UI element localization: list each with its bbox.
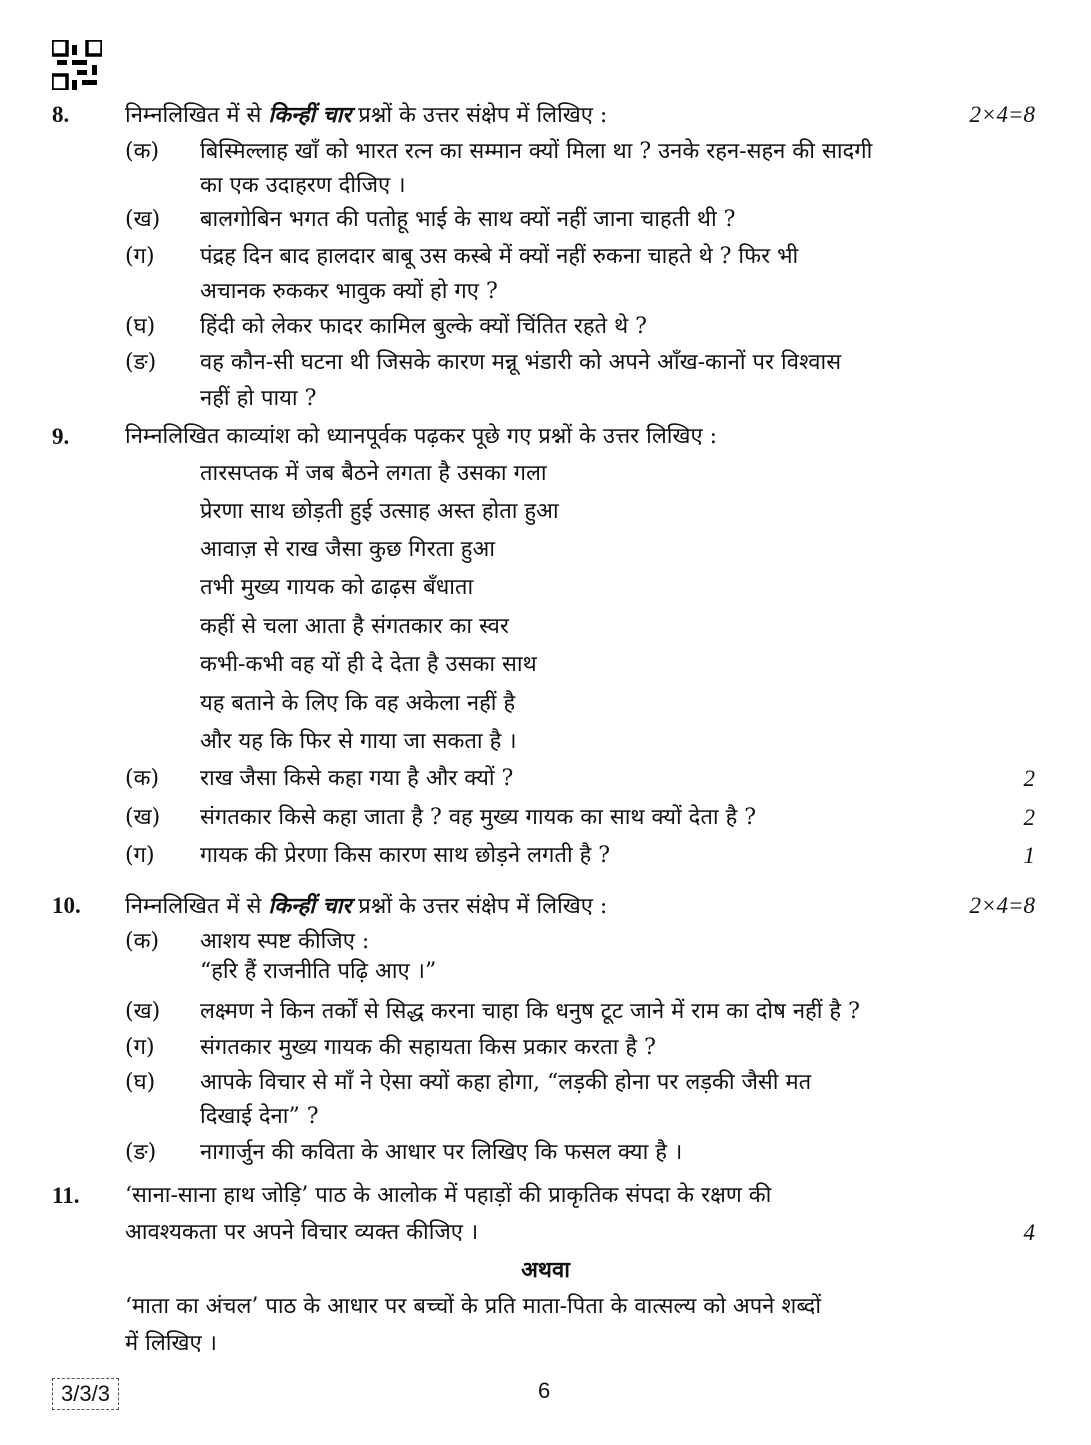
question-8-prompt — [125, 101, 607, 130]
sub-question-text: बालगोबिन भगत की पतोहू भाई के साथ क्यों नहीं जाना चाहती थी ? — [200, 207, 736, 232]
poem-line: तभी मुख्य गायक को ढाढ़स बँधाता — [200, 575, 474, 600]
sub-label: (ङ) — [125, 1140, 157, 1165]
sub-question-text: लक्ष्मण ने किन तर्कों से सिद्ध करना चाहा कि धनुष टूट जाने में राम का दोष नहीं है ? — [200, 999, 860, 1024]
sub-question-text: गायक की प्रेरणा किस कारण साथ छोड़ने लगती है ? — [200, 843, 611, 868]
alternate-question-text: में लिखिए । — [125, 1331, 217, 1356]
sub-label: (ख) — [125, 207, 161, 232]
sub-question-text: नागार्जुन की कविता के आधार पर लिखिए कि फसल क्या है । — [200, 1140, 683, 1165]
quote-text: “हरि हैं राजनीति पढ़ि आए ।” — [200, 959, 437, 984]
sub-label: (ग) — [125, 244, 155, 269]
marks: 2×4=8 — [969, 893, 1035, 918]
sub-question-text: वह कौन-सी घटना थी जिसके कारण मन्नू भंडारी को अपने आँख-कानों पर विश्वास — [200, 350, 842, 375]
qr-code — [52, 40, 102, 90]
sub-question-text: संगतकार मुख्य गायक की सहायता किस प्रकार करता है ? — [200, 1035, 656, 1060]
question-11-text: आवश्यकता पर अपने विचार व्यक्त कीजिए । — [125, 1220, 479, 1245]
sub-question-text: संगतकार किसे कहा जाता है ? वह मुख्य गायक का साथ क्यों देता है ? — [200, 805, 757, 830]
poem-line: आवाज़ से राख जैसा कुछ गिरता हुआ — [200, 537, 495, 562]
paper-code: 3/3/3 — [52, 1378, 119, 1410]
prompt-text: प्रश्नों के उत्तर संक्षेप में लिखिए : — [351, 894, 608, 919]
sub-label: (क) — [125, 139, 160, 164]
prompt-text: प्रश्नों के उत्तर संक्षेप में लिखिए : — [351, 103, 608, 128]
prompt-emphasis: किन्हीं चार — [268, 102, 352, 128]
sub-question-text: का एक उदाहरण दीजिए । — [200, 173, 406, 198]
page-number: 6 — [538, 1378, 551, 1403]
poem-line: तारसप्तक में जब बैठने लगता है उसका गला — [200, 461, 547, 486]
question-number: 11. — [52, 1183, 80, 1208]
prompt-text: निम्नलिखित में से — [125, 894, 269, 919]
question-10-prompt — [125, 892, 607, 921]
sub-label: (क) — [125, 766, 160, 791]
alternate-question-text: ‘माता का अंचल’ पाठ के आधार पर बच्चों के प्रति माता-पिता के वात्सल्य को अपने शब्दों — [125, 1294, 822, 1319]
prompt-emphasis: किन्हीं चार — [268, 893, 352, 919]
poem-line: कभी-कभी वह यों ही दे देता है उसका साथ — [200, 652, 537, 677]
sub-label: (ङ) — [125, 350, 157, 375]
sub-label: (ख) — [125, 805, 161, 830]
marks: 2 — [1023, 805, 1035, 830]
sub-question-text: हिंदी को लेकर फादर कामिल बुल्के क्यों चिंतित रहते थे ? — [200, 314, 647, 339]
sub-label: (ख) — [125, 999, 161, 1024]
sub-question-text: नहीं हो पाया ? — [200, 386, 317, 411]
poem-line: प्रेरणा साथ छोड़ती हुई उत्साह अस्त होता हुआ — [200, 499, 559, 524]
sub-label: (घ) — [125, 314, 156, 339]
question-number: 10. — [52, 893, 81, 918]
prompt-text: निम्नलिखित में से — [125, 103, 269, 128]
poem-line: यह बताने के लिए कि वह अकेला नहीं है — [200, 691, 516, 716]
sub-question-text: बिस्मिल्लाह खाँ को भारत रत्न का सम्मान क्यों मिला था ? उनके रहन-सहन की सादगी — [200, 139, 873, 164]
sub-label: (घ) — [125, 1070, 156, 1095]
sub-question-text: अचानक रुककर भावुक क्यों हो गए ? — [200, 279, 498, 304]
sub-question-text: आपके विचार से माँ ने ऐसा क्यों कहा होगा, “लड़की होना पर लड़की जैसी मत — [200, 1070, 812, 1095]
sub-question-text: दिखाई देना” ? — [200, 1104, 319, 1129]
question-number: 8. — [52, 102, 70, 127]
poem-line: कहीं से चला आता है संगतकार का स्वर — [200, 614, 509, 639]
sub-question-text: पंद्रह दिन बाद हालदार बाबू उस कस्बे में क्यों नहीं रुकना चाहते थे ? फिर भी — [200, 244, 799, 269]
sub-label: (ग) — [125, 843, 155, 868]
question-11-text: ‘साना-साना हाथ जोड़ि’ पाठ के आलोक में पहाड़ों की प्राकृतिक संपदा के रक्षण की — [125, 1183, 772, 1208]
question-9-prompt: निम्नलिखित काव्यांश को ध्यानपूर्वक पढ़कर पूछे गए प्रश्नों के उत्तर लिखिए : — [125, 424, 718, 449]
poem-line: और यह कि फिर से गाया जा सकता है । — [200, 729, 517, 754]
sub-label: (क) — [125, 929, 160, 954]
sub-question-text: राख जैसा किसे कहा गया है और क्यों ? — [200, 766, 514, 791]
sub-label: (ग) — [125, 1035, 155, 1060]
or-heading: अथवा — [521, 1257, 570, 1283]
marks: 4 — [1023, 1220, 1035, 1245]
marks: 2 — [1023, 766, 1035, 791]
marks: 1 — [1023, 843, 1035, 868]
marks: 2×4=8 — [969, 102, 1035, 127]
question-number: 9. — [52, 424, 70, 449]
sub-question-text: आशय स्पष्ट कीजिए : — [200, 929, 370, 954]
